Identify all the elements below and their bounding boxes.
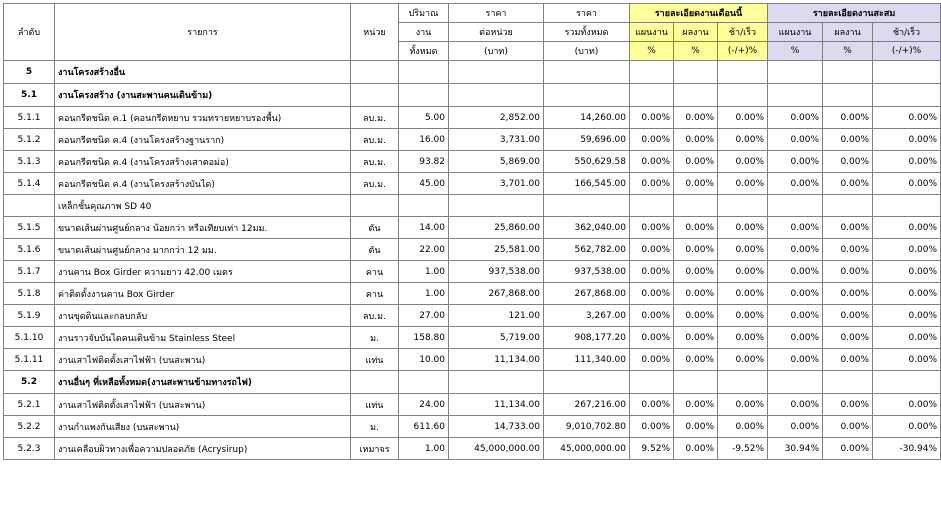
row-unit: ลบ.ม.: [351, 129, 399, 151]
row-price: 25,860.00: [449, 217, 544, 239]
row-cum-plan: 0.00%: [768, 305, 823, 327]
row-item: งานอื่นๆ ที่เหลือทั้งหมด(งานสะพานข้ามทางรถไฟ): [55, 371, 351, 394]
row-month-diff: 0.00%: [718, 305, 768, 327]
row-no: 5.1: [4, 84, 55, 107]
row-month-actual: 0.00%: [674, 151, 718, 173]
row-month-actual: 0.00%: [674, 239, 718, 261]
row-month-actual: 0.00%: [674, 261, 718, 283]
row-item: ค่าติดตั้งงานคาน Box Girder: [55, 283, 351, 305]
row-no: 5: [4, 61, 55, 84]
row-month-plan: 0.00%: [630, 151, 674, 173]
row-unit: ม.: [351, 416, 399, 438]
row-price: 2,852.00: [449, 107, 544, 129]
row-cum-diff: 0.00%: [873, 217, 941, 239]
row-no: 5.1.3: [4, 151, 55, 173]
table-row: [4, 394, 941, 416]
row-unit: ตัน: [351, 217, 399, 239]
row-item: งานขุดดินและกลบกลับ: [55, 305, 351, 327]
row-total: 166,545.00: [544, 173, 630, 195]
row-unit: [351, 61, 399, 84]
row-qty: [399, 84, 449, 107]
header-month-actual: ผลงาน: [674, 23, 718, 42]
row-cum-diff: 0.00%: [873, 305, 941, 327]
header-item: รายการ: [55, 4, 351, 61]
row-month-plan: 0.00%: [630, 327, 674, 349]
row-price: 937,538.00: [449, 261, 544, 283]
row-price: 121.00: [449, 305, 544, 327]
header-month-group: รายละเอียดงานเดือนนี้: [630, 4, 768, 23]
row-no: 5.1.8: [4, 283, 55, 305]
header-month-diff: ช้า/เร็ว: [718, 23, 768, 42]
row-month-actual: [674, 61, 718, 84]
row-price: [449, 371, 544, 394]
row-item: คอนกรีตชนิด ค.4 (งานโครงสร้างฐานราก): [55, 129, 351, 151]
row-cum-actual: 0.00%: [823, 239, 873, 261]
row-cum-actual: 0.00%: [823, 261, 873, 283]
row-no: 5.2.2: [4, 416, 55, 438]
row-qty: 5.00: [399, 107, 449, 129]
table-row: [4, 261, 941, 283]
row-cum-actual: 0.00%: [823, 173, 873, 195]
row-cum-plan: 0.00%: [768, 173, 823, 195]
row-item: คอนกรีตชนิด ค.4 (งานโครงสร้างเสาตอม่อ): [55, 151, 351, 173]
row-unit: ลบ.ม.: [351, 173, 399, 195]
row-month-actual: 0.00%: [674, 416, 718, 438]
row-month-plan: 0.00%: [630, 173, 674, 195]
row-qty: 45.00: [399, 173, 449, 195]
row-cum-diff: 0.00%: [873, 394, 941, 416]
header-price-1: ราคา: [449, 4, 544, 23]
table-row: [4, 349, 941, 371]
row-qty: 1.00: [399, 283, 449, 305]
row-month-diff: 0.00%: [718, 217, 768, 239]
row-cum-diff: [873, 61, 941, 84]
row-qty: 1.00: [399, 261, 449, 283]
row-unit: ลบ.ม.: [351, 107, 399, 129]
header-month-diff-unit: (-/+)%: [718, 42, 768, 61]
row-qty: 27.00: [399, 305, 449, 327]
row-month-diff: [718, 61, 768, 84]
row-cum-plan: 0.00%: [768, 239, 823, 261]
row-cum-diff: 0.00%: [873, 283, 941, 305]
row-cum-plan: 0.00%: [768, 349, 823, 371]
row-month-actual: 0.00%: [674, 349, 718, 371]
row-cum-plan: [768, 84, 823, 107]
table-row: [4, 217, 941, 239]
row-month-diff: 0.00%: [718, 416, 768, 438]
row-total: [544, 195, 630, 217]
row-qty: 22.00: [399, 239, 449, 261]
row-cum-plan: [768, 61, 823, 84]
row-month-plan: [630, 371, 674, 394]
row-cum-actual: [823, 371, 873, 394]
row-cum-diff: 0.00%: [873, 239, 941, 261]
row-qty: [399, 195, 449, 217]
header-unit: หน่วย: [351, 4, 399, 61]
row-unit: ลบ.ม.: [351, 305, 399, 327]
row-month-diff: 0.00%: [718, 107, 768, 129]
row-month-plan: 0.00%: [630, 283, 674, 305]
row-unit: แท่น: [351, 349, 399, 371]
row-qty: 611.60: [399, 416, 449, 438]
table-body: [4, 61, 941, 460]
row-item: งานกำแพงกันเสียง (บนสะพาน): [55, 416, 351, 438]
row-item: ขนาดเส้นผ่านศูนย์กลาง มากกว่า 12 มม.: [55, 239, 351, 261]
row-unit: คาน: [351, 283, 399, 305]
table-row: [4, 438, 941, 460]
header-month-plan: แผนงาน: [630, 23, 674, 42]
header-no: ลำดับ: [4, 4, 55, 61]
row-total: 267,868.00: [544, 283, 630, 305]
row-total: 550,629.58: [544, 151, 630, 173]
header-total-2: รวมทั้งหมด: [544, 23, 630, 42]
table-row: [4, 239, 941, 261]
row-price: 5,869.00: [449, 151, 544, 173]
row-month-diff: 0.00%: [718, 394, 768, 416]
header-cum-actual-unit: %: [823, 42, 873, 61]
row-unit: เหมาจร: [351, 438, 399, 460]
row-month-diff: 0.00%: [718, 173, 768, 195]
table-row: [4, 327, 941, 349]
row-unit: [351, 371, 399, 394]
row-cum-actual: 0.00%: [823, 217, 873, 239]
row-cum-actual: 0.00%: [823, 283, 873, 305]
row-cum-actual: 0.00%: [823, 151, 873, 173]
row-item: คอนกรีตชนิด ค.4 (งานโครงสร้างบันได): [55, 173, 351, 195]
header-cum-diff: ช้า/เร็ว: [873, 23, 941, 42]
row-cum-plan: [768, 371, 823, 394]
row-unit: ตัน: [351, 239, 399, 261]
row-cum-diff: 0.00%: [873, 327, 941, 349]
row-no: 5.1.1: [4, 107, 55, 129]
header-cum-plan: แผนงาน: [768, 23, 823, 42]
row-month-diff: [718, 371, 768, 394]
row-item: งานราวจับบันไดคนเดินข้าม Stainless Steel: [55, 327, 351, 349]
row-cum-plan: 0.00%: [768, 416, 823, 438]
row-month-plan: 0.00%: [630, 394, 674, 416]
row-item: งานเคลือบผิวทางเพื่อความปลอดภัย (Acrysirup): [55, 438, 351, 460]
row-price: 5,719.00: [449, 327, 544, 349]
row-cum-plan: 30.94%: [768, 438, 823, 460]
row-cum-actual: [823, 61, 873, 84]
row-month-plan: 0.00%: [630, 349, 674, 371]
row-cum-diff: 0.00%: [873, 349, 941, 371]
row-cum-plan: 0.00%: [768, 217, 823, 239]
row-price: 3,731.00: [449, 129, 544, 151]
header-price-2: ต่อหน่วย: [449, 23, 544, 42]
row-month-diff: -9.52%: [718, 438, 768, 460]
row-cum-diff: 0.00%: [873, 107, 941, 129]
row-unit: [351, 195, 399, 217]
row-item: งานเสาไฟติดตั้งเสาไฟฟ้า (บนสะพาน): [55, 394, 351, 416]
header-cum-plan-unit: %: [768, 42, 823, 61]
row-cum-actual: 0.00%: [823, 438, 873, 460]
row-unit: [351, 84, 399, 107]
row-month-plan: [630, 195, 674, 217]
row-cum-actual: [823, 84, 873, 107]
row-month-actual: [674, 195, 718, 217]
header-qty-2: งาน: [399, 23, 449, 42]
row-month-diff: 0.00%: [718, 261, 768, 283]
row-month-diff: 0.00%: [718, 129, 768, 151]
row-month-plan: 0.00%: [630, 217, 674, 239]
table-row: [4, 129, 941, 151]
header-total-3: (บาท): [544, 42, 630, 61]
row-no: 5.2: [4, 371, 55, 394]
row-cum-diff: 0.00%: [873, 261, 941, 283]
row-price: 45,000,000.00: [449, 438, 544, 460]
row-price: 3,701.00: [449, 173, 544, 195]
row-cum-plan: 0.00%: [768, 129, 823, 151]
row-cum-plan: [768, 195, 823, 217]
row-price: 267,868.00: [449, 283, 544, 305]
row-month-actual: 0.00%: [674, 129, 718, 151]
row-no: 5.1.2: [4, 129, 55, 151]
row-total: 937,538.00: [544, 261, 630, 283]
row-month-diff: 0.00%: [718, 327, 768, 349]
row-month-actual: [674, 84, 718, 107]
row-cum-diff: [873, 84, 941, 107]
row-month-plan: [630, 61, 674, 84]
table-row: [4, 107, 941, 129]
row-total: 3,267.00: [544, 305, 630, 327]
row-total: 562,782.00: [544, 239, 630, 261]
header-cum-actual: ผลงาน: [823, 23, 873, 42]
row-item: งานเสาไฟติดตั้งเสาไฟฟ้า (บนสะพาน): [55, 349, 351, 371]
row-month-actual: 0.00%: [674, 305, 718, 327]
row-cum-diff: 0.00%: [873, 173, 941, 195]
row-no: 5.2.1: [4, 394, 55, 416]
row-total: [544, 371, 630, 394]
row-cum-plan: 0.00%: [768, 394, 823, 416]
row-qty: 16.00: [399, 129, 449, 151]
row-qty: 158.80: [399, 327, 449, 349]
row-cum-plan: 0.00%: [768, 151, 823, 173]
header-price-3: (บาท): [449, 42, 544, 61]
row-month-actual: 0.00%: [674, 173, 718, 195]
row-month-plan: 0.00%: [630, 129, 674, 151]
row-month-plan: 0.00%: [630, 261, 674, 283]
row-no: 5.1.10: [4, 327, 55, 349]
row-qty: 24.00: [399, 394, 449, 416]
row-month-actual: 0.00%: [674, 217, 718, 239]
row-total: 267,216.00: [544, 394, 630, 416]
row-cum-actual: 0.00%: [823, 107, 873, 129]
section-row: [4, 61, 941, 84]
header-total-1: ราคา: [544, 4, 630, 23]
row-month-actual: 0.00%: [674, 327, 718, 349]
row-price: 11,134.00: [449, 394, 544, 416]
row-cum-diff: 0.00%: [873, 151, 941, 173]
row-qty: 1.00: [399, 438, 449, 460]
row-unit: ม.: [351, 327, 399, 349]
header-month-actual-unit: %: [674, 42, 718, 61]
row-no: 5.1.6: [4, 239, 55, 261]
row-qty: 10.00: [399, 349, 449, 371]
row-item: งานคาน Box Girder ความยาว 42.00 เมตร: [55, 261, 351, 283]
row-cum-diff: [873, 195, 941, 217]
table-row: [4, 305, 941, 327]
row-month-actual: 0.00%: [674, 394, 718, 416]
row-month-plan: 0.00%: [630, 107, 674, 129]
row-month-plan: 0.00%: [630, 305, 674, 327]
row-total: 908,177.20: [544, 327, 630, 349]
row-month-diff: 0.00%: [718, 349, 768, 371]
row-unit: แท่น: [351, 394, 399, 416]
row-no: 5.1.5: [4, 217, 55, 239]
row-month-plan: [630, 84, 674, 107]
row-cum-actual: 0.00%: [823, 129, 873, 151]
row-price: [449, 195, 544, 217]
section-row: [4, 371, 941, 394]
header-month-plan-unit: %: [630, 42, 674, 61]
row-cum-diff: 0.00%: [873, 129, 941, 151]
row-cum-actual: 0.00%: [823, 416, 873, 438]
row-price: [449, 84, 544, 107]
row-item: งานโครงสร้างอื่น: [55, 61, 351, 84]
row-month-actual: 0.00%: [674, 107, 718, 129]
header-cum-group: รายละเอียดงานสะสม: [768, 4, 941, 23]
row-total: 14,260.00: [544, 107, 630, 129]
row-total: [544, 84, 630, 107]
row-month-actual: [674, 371, 718, 394]
row-month-plan: 9.52%: [630, 438, 674, 460]
row-total: 59,696.00: [544, 129, 630, 151]
progress-table: [3, 3, 941, 460]
table-row: [4, 173, 941, 195]
row-cum-plan: 0.00%: [768, 327, 823, 349]
row-unit: คาน: [351, 261, 399, 283]
row-month-actual: 0.00%: [674, 283, 718, 305]
row-qty: 93.82: [399, 151, 449, 173]
row-unit: ลบ.ม.: [351, 151, 399, 173]
row-month-diff: 0.00%: [718, 151, 768, 173]
row-cum-plan: 0.00%: [768, 107, 823, 129]
row-no: 5.2.3: [4, 438, 55, 460]
row-total: 111,340.00: [544, 349, 630, 371]
row-month-diff: 0.00%: [718, 283, 768, 305]
row-no: [4, 195, 55, 217]
row-total: [544, 61, 630, 84]
header-cum-diff-unit: (-/+)%: [873, 42, 941, 61]
table-row: [4, 283, 941, 305]
row-price: 25,581.00: [449, 239, 544, 261]
row-item: เหล็กชั้นคุณภาพ SD 40: [55, 195, 351, 217]
row-cum-plan: 0.00%: [768, 283, 823, 305]
row-cum-actual: 0.00%: [823, 327, 873, 349]
row-month-actual: 0.00%: [674, 438, 718, 460]
row-month-plan: 0.00%: [630, 416, 674, 438]
row-qty: 14.00: [399, 217, 449, 239]
row-qty: [399, 371, 449, 394]
row-item: งานโครงสร้าง (งานสะพานคนเดินข้าม): [55, 84, 351, 107]
header-qty-3: ทั้งหมด: [399, 42, 449, 61]
row-cum-actual: [823, 195, 873, 217]
row-price: 14,733.00: [449, 416, 544, 438]
row-price: [449, 61, 544, 84]
row-month-diff: [718, 84, 768, 107]
row-month-diff: 0.00%: [718, 239, 768, 261]
header-qty-1: ปริมาณ: [399, 4, 449, 23]
table-row: [4, 151, 941, 173]
row-month-plan: 0.00%: [630, 239, 674, 261]
row-no: 5.1.9: [4, 305, 55, 327]
row-cum-actual: 0.00%: [823, 349, 873, 371]
row-item: ขนาดเส้นผ่านศูนย์กลาง น้อยกว่า หรือเทียบเท่า 12มม.: [55, 217, 351, 239]
row-cum-actual: 0.00%: [823, 394, 873, 416]
row-total: 362,040.00: [544, 217, 630, 239]
row-total: 9,010,702.80: [544, 416, 630, 438]
row-no: 5.1.11: [4, 349, 55, 371]
section-row: [4, 84, 941, 107]
row-cum-diff: 0.00%: [873, 416, 941, 438]
row-cum-actual: 0.00%: [823, 305, 873, 327]
row-no: 5.1.4: [4, 173, 55, 195]
row-item: คอนกรีตชนิด ค.1 (คอนกรีตหยาบ รวมทรายหยาบรองพื้น): [55, 107, 351, 129]
row-qty: [399, 61, 449, 84]
table-row: [4, 195, 941, 217]
row-cum-diff: -30.94%: [873, 438, 941, 460]
row-price: 11,134.00: [449, 349, 544, 371]
row-month-diff: [718, 195, 768, 217]
row-cum-plan: 0.00%: [768, 261, 823, 283]
row-no: 5.1.7: [4, 261, 55, 283]
table-row: [4, 416, 941, 438]
row-total: 45,000,000.00: [544, 438, 630, 460]
row-cum-diff: [873, 371, 941, 394]
